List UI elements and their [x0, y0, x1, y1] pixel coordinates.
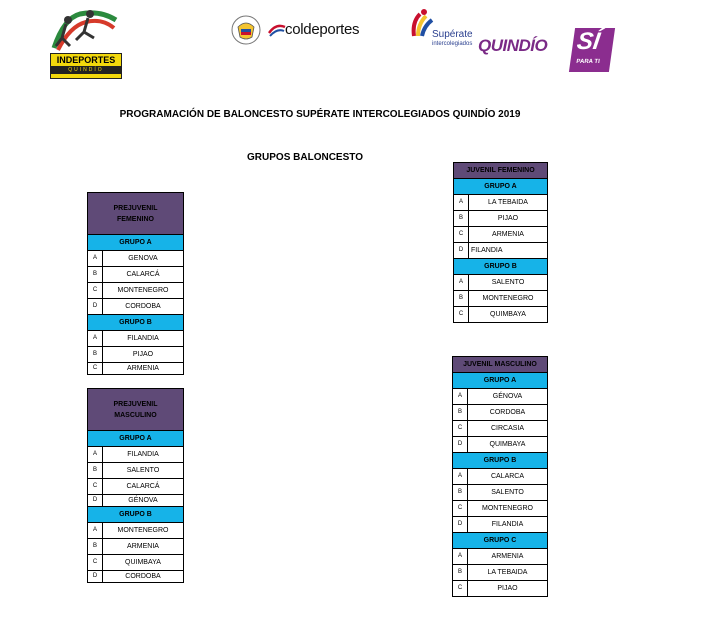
table-row: [453, 405, 548, 421]
team-name: CORDOBA: [468, 405, 548, 421]
superate-sub: intercolegiados: [432, 41, 473, 47]
quindio-word: QUINDÍO: [478, 36, 548, 55]
team-name: PIJAO: [469, 211, 548, 227]
team-letter: A: [88, 447, 103, 463]
indeportes-tagline: QUINDÍO: [51, 66, 121, 74]
team-letter: B: [453, 485, 468, 501]
coldeportes-name: coldeportes: [285, 21, 360, 38]
table-row: [88, 495, 184, 507]
team-name: MONTENEGRO: [103, 523, 184, 539]
team-name: LA TEBAIDA: [469, 195, 548, 211]
table-row: [453, 485, 548, 501]
team-letter: C: [453, 581, 468, 597]
team-letter: D: [454, 243, 469, 259]
superate-name: Supérate: [432, 29, 473, 40]
group-label: GRUPO B: [88, 315, 184, 331]
category-title: PREJUVENIL MASCULINO: [88, 389, 184, 431]
team-letter: B: [453, 565, 468, 581]
table-row: [454, 291, 548, 307]
team-letter: C: [453, 421, 468, 437]
table-row: [88, 523, 184, 539]
colombia-seal-icon: [231, 15, 261, 45]
table-row: [454, 307, 548, 323]
team-name: CORDOBA: [103, 571, 184, 583]
team-name: QUIMBAYA: [469, 307, 548, 323]
team-letter: C: [454, 307, 469, 323]
table-row: [88, 267, 184, 283]
page-subtitle: GRUPOS BALONCESTO: [247, 152, 363, 163]
team-name: CALARCÁ: [103, 267, 184, 283]
team-name: ARMENIA: [103, 363, 184, 375]
category-title: JUVENIL FEMENINO: [454, 163, 548, 179]
team-name: CIRCASIA: [468, 421, 548, 437]
table-row: [88, 283, 184, 299]
team-name: GENOVA: [103, 251, 184, 267]
team-letter: B: [88, 539, 103, 555]
table-juvenil-femenino: [453, 162, 548, 323]
page-title: PROGRAMACIÓN DE BALONCESTO SUPÉRATE INTERCOLEGIADOS QUINDÍO 2019: [119, 109, 521, 120]
team-letter: C: [88, 479, 103, 495]
group-label: GRUPO A: [88, 235, 184, 251]
team-name: SALENTO: [103, 463, 184, 479]
table-row: [88, 363, 184, 375]
para-ti-text: PARA TI: [575, 59, 601, 65]
team-letter: A: [453, 389, 468, 405]
table-row: [88, 299, 184, 315]
team-letter: A: [453, 549, 468, 565]
table-row: [453, 389, 548, 405]
team-letter: A: [88, 523, 103, 539]
table-row: [88, 539, 184, 555]
table-row: [88, 555, 184, 571]
team-letter: D: [88, 299, 103, 315]
table-row: [453, 565, 548, 581]
coldeportes-swoosh-icon: [268, 23, 286, 37]
category-title: JUVENIL MASCULINO: [453, 357, 548, 373]
team-letter: A: [454, 195, 469, 211]
table-row: [454, 275, 548, 291]
group-label: GRUPO A: [453, 373, 548, 389]
table-row: [454, 227, 548, 243]
team-letter: B: [454, 291, 469, 307]
team-name: GÉNOVA: [103, 495, 184, 507]
table-row: [88, 479, 184, 495]
group-label: GRUPO A: [88, 431, 184, 447]
team-letter: C: [88, 555, 103, 571]
team-letter: D: [453, 437, 468, 453]
table-row: [453, 517, 548, 533]
team-letter: B: [453, 405, 468, 421]
indeportes-name: INDEPORTES: [56, 55, 116, 65]
team-name: SALENTO: [469, 275, 548, 291]
indeportes-logo: [44, 6, 124, 80]
team-name: FILANDIA: [103, 447, 184, 463]
team-name: ARMENIA: [103, 539, 184, 555]
team-name: PIJAO: [103, 347, 184, 363]
team-name: FILANDIA: [469, 243, 548, 259]
table-row: [453, 421, 548, 437]
superate-logo: [410, 8, 478, 54]
quindio-si-logo: [478, 26, 618, 76]
team-letter: B: [88, 267, 103, 283]
table-prejuvenil-femenino: [87, 192, 184, 375]
team-name: PIJAO: [468, 581, 548, 597]
team-letter: A: [88, 331, 103, 347]
team-letter: A: [88, 251, 103, 267]
team-name: SALENTO: [468, 485, 548, 501]
table-juvenil-masculino: [452, 356, 548, 597]
category-title: PREJUVENIL FEMENINO: [88, 193, 184, 235]
table-row: [453, 581, 548, 597]
team-letter: D: [453, 517, 468, 533]
team-letter: C: [88, 283, 103, 299]
team-name: FILANDIA: [103, 331, 184, 347]
team-name: MONTENEGRO: [103, 283, 184, 299]
table-row: [454, 211, 548, 227]
table-row: [453, 549, 548, 565]
team-name: ARMENIA: [469, 227, 548, 243]
team-name: LA TEBAIDA: [468, 565, 548, 581]
team-name: CALARCA: [468, 469, 548, 485]
table-row: [453, 437, 548, 453]
group-label: GRUPO B: [88, 507, 184, 523]
group-label: GRUPO A: [454, 179, 548, 195]
table-row: [88, 447, 184, 463]
team-name: MONTENEGRO: [468, 501, 548, 517]
team-name: QUIMBAYA: [103, 555, 184, 571]
table-row: [454, 195, 548, 211]
team-letter: D: [88, 495, 103, 507]
si-text: SÍ: [575, 28, 602, 55]
table-row: [88, 463, 184, 479]
table-row: [88, 251, 184, 267]
table-prejuvenil-masculino: [87, 388, 184, 583]
team-letter: C: [453, 501, 468, 517]
team-name: FILANDIA: [468, 517, 548, 533]
team-name: MONTENEGRO: [469, 291, 548, 307]
team-name: GÉNOVA: [468, 389, 548, 405]
team-letter: B: [88, 463, 103, 479]
group-label: GRUPO C: [453, 533, 548, 549]
team-name: ARMENIA: [468, 549, 548, 565]
team-name: CALARCÁ: [103, 479, 184, 495]
runners-icon: [50, 8, 120, 52]
table-row: [454, 243, 548, 259]
team-letter: C: [454, 227, 469, 243]
team-letter: B: [88, 347, 103, 363]
team-letter: C: [88, 363, 103, 375]
table-row: [88, 331, 184, 347]
team-name: CORDOBA: [103, 299, 184, 315]
table-row: [88, 347, 184, 363]
table-row: [453, 501, 548, 517]
coldeportes-logo: [231, 15, 366, 47]
table-row: [88, 571, 184, 583]
team-name: QUIMBAYA: [468, 437, 548, 453]
team-letter: A: [454, 275, 469, 291]
si-badge: [569, 28, 615, 72]
team-letter: D: [88, 571, 103, 583]
team-letter: B: [454, 211, 469, 227]
group-label: GRUPO B: [453, 453, 548, 469]
table-row: [453, 469, 548, 485]
team-letter: A: [453, 469, 468, 485]
group-label: GRUPO B: [454, 259, 548, 275]
